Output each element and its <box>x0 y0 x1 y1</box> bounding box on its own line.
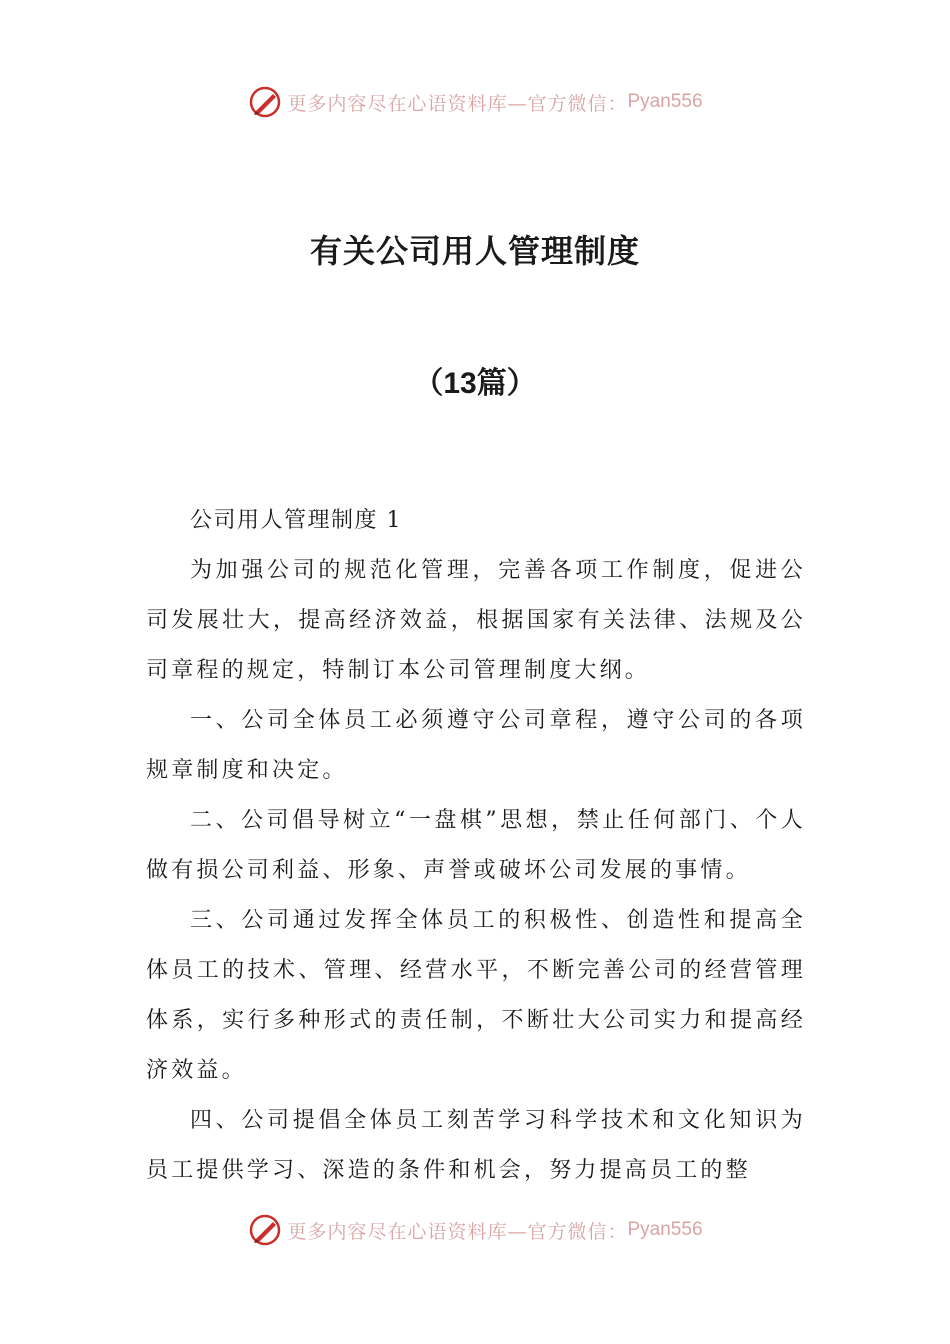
header-watermark <box>0 84 950 120</box>
paragraph-intro: 为加强公司的规范化管理，完善各项工作制度，促进公司发展壮大，提高经济效益，根据国家有关法律、法规及公司章程的规定，特制订本公司管理制度大纲。 <box>146 558 806 683</box>
paragraph-2: 二、公司倡导树立“一盘棋”思想，禁止任何部门、个人做有损公司利益、形象、声誉或破坏公司发展的事情。 <box>146 808 806 883</box>
paragraph-1: 一、公司全体员工必须遵守公司章程，遵守公司的各项规章制度和决定。 <box>146 708 806 783</box>
subtitle-count: 13 <box>443 367 477 400</box>
watermark-text: 更多内容尽在心语资料库—官方微信： <box>287 92 628 115</box>
subtitle-close: 篇） <box>476 366 537 401</box>
section-heading: 公司用人管理制度 1 <box>190 508 402 533</box>
watermark-wechat-id: Pyan556 <box>627 91 703 112</box>
document-body <box>146 496 806 1196</box>
pen-logo-icon <box>247 84 283 120</box>
pen-logo-icon <box>247 1212 283 1248</box>
subtitle-open: （ <box>413 366 444 401</box>
watermark-text: 更多内容尽在心语资料库—官方微信： <box>287 1220 628 1243</box>
document-title: 有关公司用人管理制度 <box>309 232 640 270</box>
watermark-wechat-id: Pyan556 <box>627 1219 703 1240</box>
footer-watermark <box>0 1212 950 1248</box>
document-subtitle <box>0 358 950 402</box>
paragraph-4: 四、公司提倡全体员工刻苦学习科学技术和文化知识为员工提供学习、深造的条件和机会，努力提高员工的整 <box>146 1108 806 1183</box>
paragraph-3: 三、公司通过发挥全体员工的积极性、创造性和提高全体员工的技术、管理、经营水平，不断完善公司的经营管理体系，实行多种形式的责任制，不断壮大公司实力和提高经济效益。 <box>146 908 806 1083</box>
